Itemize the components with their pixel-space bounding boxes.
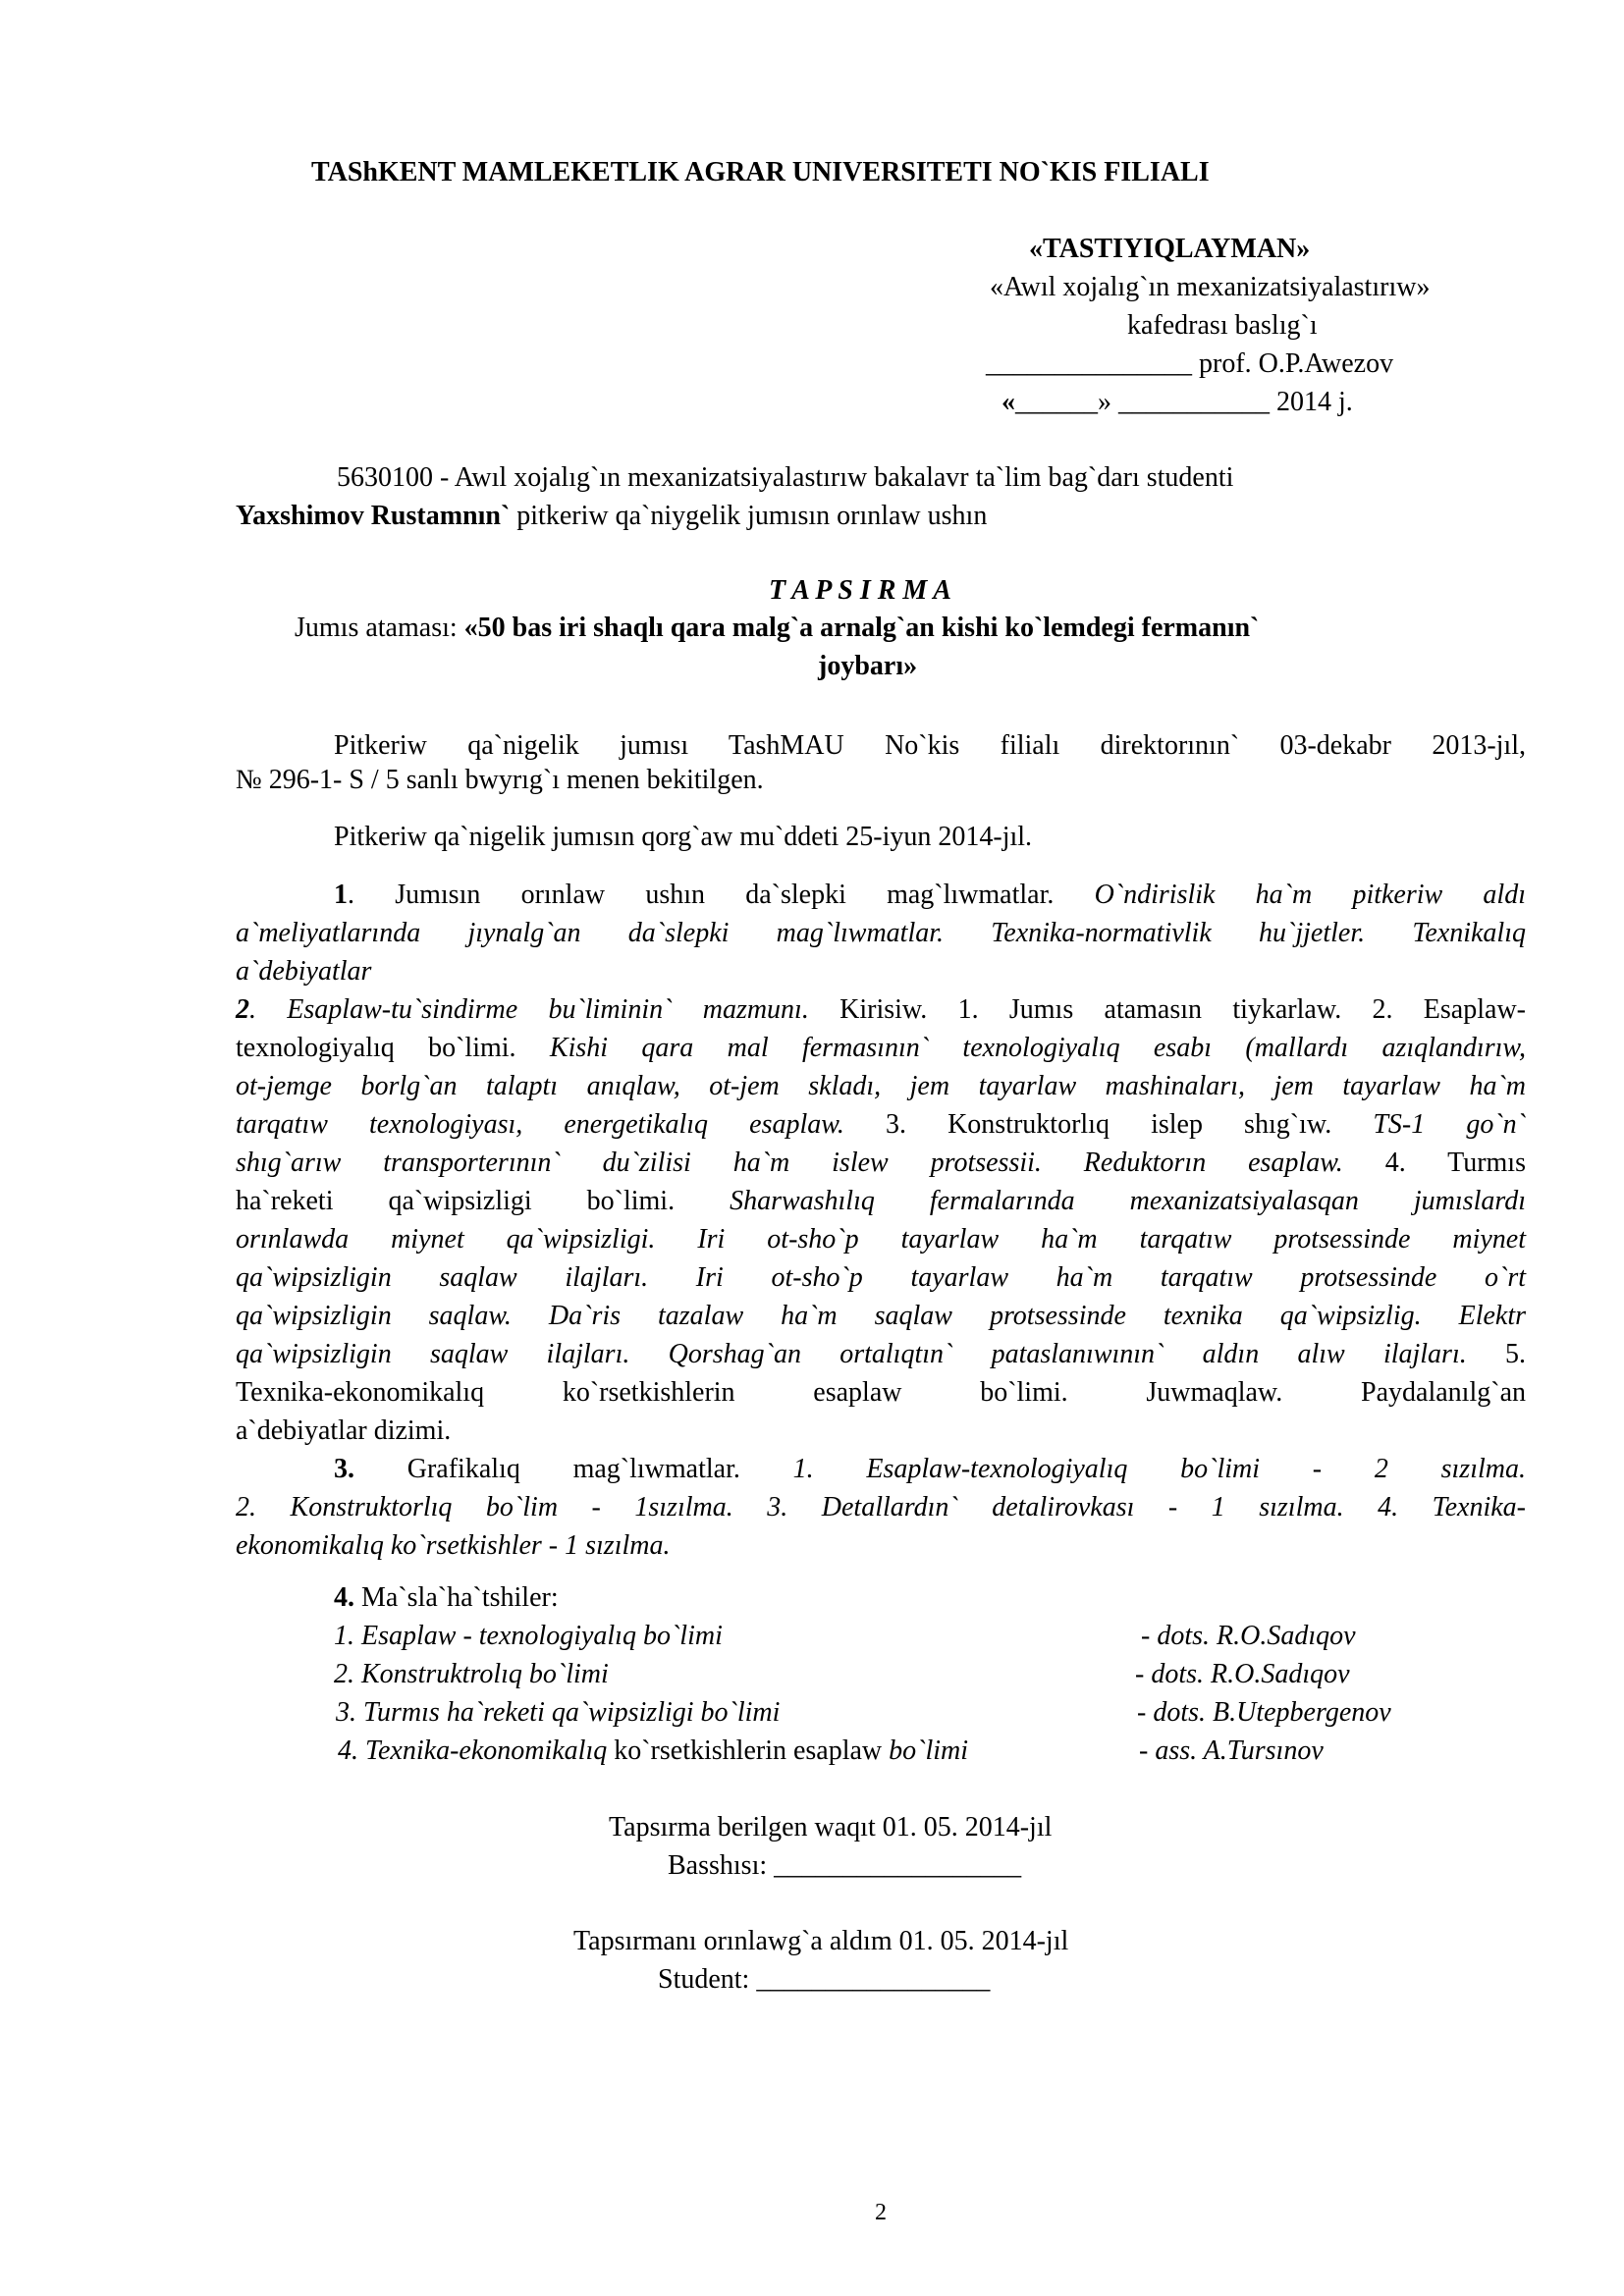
consultant-section-2: 2. Konstruktrolıq bo`limi [334, 1659, 609, 1689]
student-signature-line: Student: _________________ [658, 1964, 991, 1995]
intro-line2: Yaxshimov Rustamnın` pitkeriw qa`niygelik jumısın orınlaw ushın [236, 501, 988, 531]
intro-line1: 5630100 - Awıl xojalıg`ın mexanizatsiyalastırıw bakalavr ta`lim bag`darı studenti [337, 462, 1234, 493]
university-header: TAShKENT MAMLEKETLIK AGRAR UNIVERSITETI NO`KIS FILIALI [311, 157, 1210, 187]
work-title-line1: Jumıs ataması: «50 bas iri shaqlı qara malg`a arnalg`an kishi ko`lemdegi fermanın` [295, 613, 1260, 643]
work-title-line2: joybarı» [818, 651, 918, 681]
approval-paragraph-line2: № 296-1- S / 5 sanlı bwyrıg`ı menen bekitilgen. [236, 765, 764, 795]
approval-paragraph-line1: Pitkeriw qa`nigelik jumısı TashMAU No`kis filialı direktorının` 03-dekabr 2013-jıl, [334, 730, 1526, 761]
consultants-heading: 4. Ma`sla`ha`tshiler: [334, 1582, 559, 1613]
task-heading: T A P S I R M A [769, 575, 951, 606]
consultant-person-4: - ass. A.Tursınov [1139, 1735, 1324, 1766]
received-date-line: Tapsırmanı orınlawg`a aldım 01. 05. 2014-jıl [573, 1926, 1069, 1956]
consultant-person-2: - dots. R.O.Sadıqov [1135, 1659, 1350, 1689]
approval-signature-line: _______________ prof. O.P.Awezov [986, 348, 1394, 379]
consultant-person-1: - dots. R.O.Sadıqov [1141, 1621, 1356, 1651]
approval-department-line2: kafedrası baslıg`ı [1127, 310, 1318, 341]
student-name: Yaxshimov Rustamnın` [236, 501, 511, 531]
deadline-line: Pitkeriw qa`nigelik jumısın qorg`aw mu`ddeti 25-iyun 2014-jıl. [334, 822, 1033, 852]
consultant-section-1: 1. Esaplaw - texnologiyalıq bo`limi [334, 1621, 723, 1651]
consultant-section-3: 3. Turmıs ha`reketi qa`wipsizligi bo`limi [336, 1697, 781, 1728]
section-2: 2. Esaplaw-tu`sindirme bu`liminin` mazmunı. Kirisiw. 1. Jumıs atamasın tiykarlaw. 2. Esaplaw- texnologiyalıq bo`limi. Kishi qara mal fermasının` texnologiyalıq esabı (mallardı azıqlandırıw, ot-jemge borlg`an talaptı anıqlaw, ot-jem skladı, jem tayarlaw mashinaları, jem tayarlaw ha`m tarqatıw texnologiyası, energetikalıq esaplaw. 3. Konstruktorlıq islep shıg`ıw. TS-1 go`n` shıg`arıw transporterının` du`zilisi ha`m islew protsessii. Reduktorın esaplaw. 4. Turmıs ha`reketi qa`wipsizligi bo`limi. Sharwashılıq fermalarında mexanizatsiyalasqan jumıslardı orınlawda miynet qa`wipsizligi. Iri ot-sho`p tayarlaw ha`m tarqatıw protsessinde miynet qa`wipsizligin saqlaw ilajları. Iri ot-sho`p tayarlaw ha`m tarqatıw protsessinde o`rt qa`wipsizligin saqlaw. Da`ris tazalaw ha`m saqlaw protsessinde texnika qa`wipsizlig. Elektr qa`wipsizligin saqlaw ilajları. Qorshag`an ortalıqtın` pataslanıwının` aldın alıw ilajları. 5. Texnika-ekonomikalıq ko`rsetkishlerin esaplaw bo`limi. Juwmaqlaw. Paydalanılg`an a`debiyatlar dizimi. [236, 994, 1527, 1446]
approval-date-line: «______» ___________ 2014 j. [1001, 387, 1353, 417]
consultant-section-4: 4. Texnika-ekonomikalıq ko`rsetkishlerin esaplaw bo`limi [338, 1735, 969, 1766]
approval-department-line1: «Awıl xojalıg`ın mexanizatsiyalastırıw» [990, 272, 1431, 302]
supervisor-signature-line: Basshısı: __________________ [668, 1850, 1022, 1881]
section-1: 1. Jumısın orınlaw ushın da`slepki mag`lıwmatlar. O`ndirislik ha`m pitkeriw aldı a`meliyatlarında jıynalg`an da`slepki mag`lıwmatlar. Texnika-normativlik hu`jjetler. Texnikalıq a`debiyatlar [236, 880, 1526, 987]
approval-title: «TASTIYIQLAYMAN» [1029, 234, 1311, 264]
section-3: 3. Grafikalıq mag`lıwmatlar. 1. Esaplaw-texnologiyalıq bo`limi - 2 sızılma. 2. Konstruktorlıq bo`lim - 1sızılma. 3. Detallardın` detalirovkası - 1 sızılma. 4. Texnika- ekonomikalıq ko`rsetkishler - 1 sızılma. [236, 1454, 1526, 1561]
issued-date-line: Tapsırma berilgen waqıt 01. 05. 2014-jıl [609, 1812, 1053, 1842]
page-number: 2 [875, 2200, 887, 2225]
consultant-person-3: - dots. B.Utepbergenov [1137, 1697, 1391, 1728]
work-title: «50 bas iri shaqlı qara malg`a arnalg`an kishi ko`lemdegi fermanın` [463, 613, 1260, 643]
